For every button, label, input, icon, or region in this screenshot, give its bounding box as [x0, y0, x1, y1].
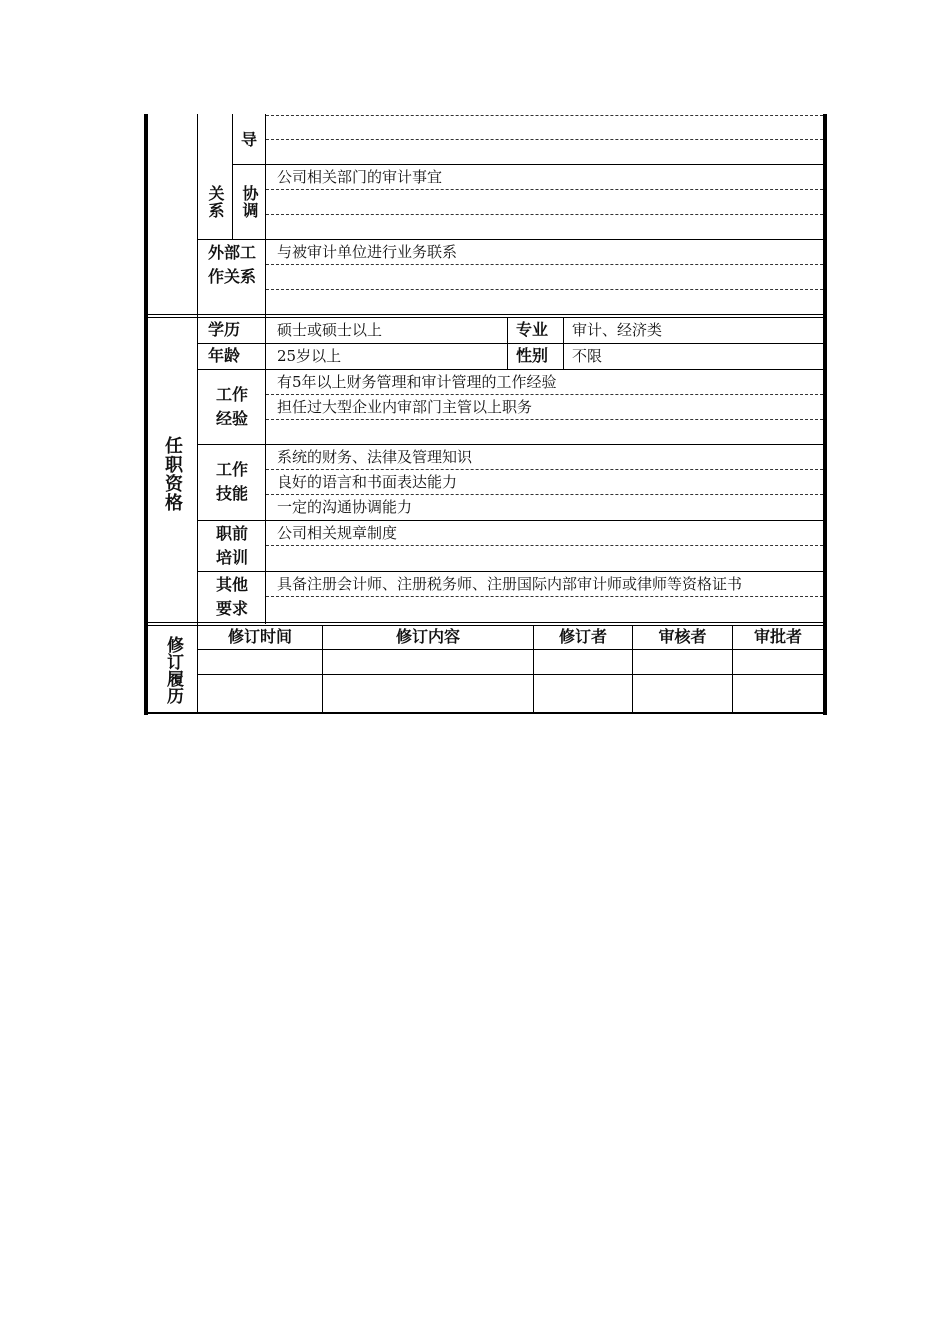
section-separator-top: [148, 314, 823, 315]
age-label: 年龄: [207, 346, 240, 365]
row-line-experience: [197, 369, 823, 370]
rev-row-line-2: [197, 674, 823, 675]
training-line-1: 公司相关规章制度: [277, 524, 398, 542]
rev-header-reviser: 修订者: [558, 627, 607, 646]
education-value: 硕士或硕士以上: [277, 321, 383, 339]
outer-right-border: [823, 114, 827, 715]
rev-header-time: 修订时间: [227, 627, 292, 646]
revision-section-label: 修订履历: [163, 636, 183, 704]
dash-line: [266, 494, 823, 495]
guide-label: 导: [240, 130, 257, 149]
major-label: 专业: [515, 320, 548, 339]
major-value-left-border: [563, 317, 564, 369]
revision-separator-top: [148, 622, 823, 623]
row-line-skills: [197, 444, 823, 445]
other-line-1: 具备注册会计师、注册税务师、注册国际内部审计师或律师等资格证书: [277, 575, 743, 593]
dash-line: [266, 289, 823, 290]
skills-line-1: 系统的财务、法律及管理知识: [277, 448, 473, 466]
relation-label: 关系: [206, 185, 225, 219]
age-value: 25岁以上: [277, 347, 342, 365]
experience-label: 工作经验: [215, 385, 248, 428]
dash-line: [266, 139, 823, 140]
row-line-coordinate: [232, 164, 823, 165]
training-label: 职前培训: [215, 524, 248, 567]
external-line-1: 与被审计单位进行业务联系: [277, 243, 458, 261]
experience-line-2: 担任过大型企业内审部门主管以上职务: [277, 398, 533, 416]
dash-line: [266, 545, 823, 546]
skills-line-2: 良好的语言和书面表达能力: [277, 473, 458, 491]
dash-line: [266, 469, 823, 470]
coordinate-line-1: 公司相关部门的审计事宜: [277, 168, 443, 186]
major-value: 审计、经济类: [572, 321, 663, 339]
other-requirements-label: 其他要求: [215, 575, 248, 618]
rev-header-content: 修订内容: [395, 627, 460, 646]
gender-label: 性别: [515, 346, 548, 365]
experience-line-1: 有5年以上财务管理和审计管理的工作经验: [277, 373, 557, 391]
rev-row-line-1: [197, 649, 823, 650]
dash-line: [266, 596, 823, 597]
coordinate-label: 协调: [240, 185, 259, 219]
row-line-external: [197, 239, 823, 240]
gender-value: 不限: [572, 347, 603, 365]
skills-line-3: 一定的沟通协调能力: [277, 498, 413, 516]
skills-label: 工作技能: [215, 460, 248, 503]
rev-header-reviewer: 审核者: [658, 627, 707, 646]
outer-bottom-border: [144, 712, 827, 714]
row-line-training: [197, 520, 823, 521]
rev-header-approver: 审批者: [753, 627, 802, 646]
dash-line: [266, 264, 823, 265]
qualifications-section-label: 任职资格: [162, 436, 183, 512]
dash-line: [266, 419, 823, 420]
dash-line: [266, 394, 823, 395]
dash-line: [266, 189, 823, 190]
external-relations-label: 外部工作关系: [208, 243, 257, 286]
row-line-other: [197, 571, 823, 572]
education-label: 学历: [207, 320, 240, 339]
dash-line: [266, 115, 823, 116]
dash-line: [266, 214, 823, 215]
